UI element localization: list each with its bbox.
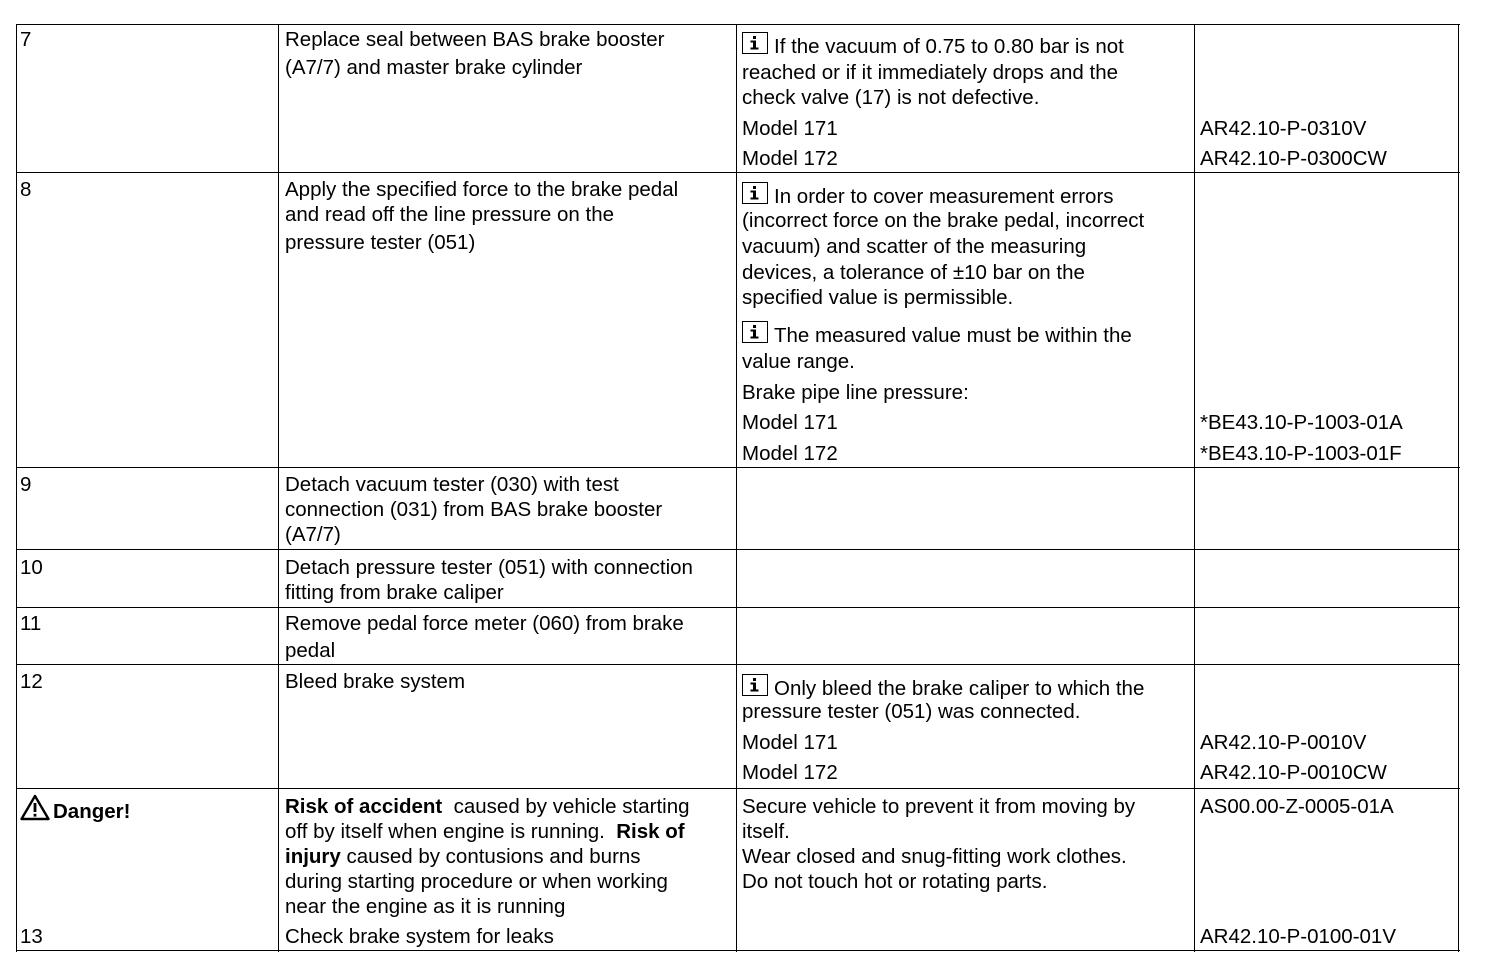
risk-text (285, 819, 685, 844)
info-note (742, 674, 1144, 701)
step-number: 8 (20, 178, 32, 201)
action-text: (A7/7) and master brake cylinder (285, 56, 583, 79)
column-divider (736, 24, 737, 952)
step-number: 12 (20, 670, 43, 693)
document-reference: *BE43.10-P-1003-01F (1200, 442, 1402, 465)
row-divider (16, 467, 1460, 468)
safety-measure: Secure vehicle to prevent it from moving by (742, 795, 1136, 818)
danger-label: Danger! (53, 800, 131, 823)
info-note-text: pressure tester (051) was connected. (742, 700, 1081, 723)
table-border-bottom (16, 950, 1460, 951)
info-note-text: The measured value must be within the (774, 324, 1132, 347)
info-note-text: In order to cover measurement errors (774, 185, 1114, 208)
action-text: (A7/7) (285, 523, 341, 546)
document-reference: AR42.10-P-0010CW (1200, 761, 1387, 784)
model-label: Model 172 (742, 147, 838, 170)
document-reference: AR42.10-P-0010V (1200, 731, 1367, 754)
info-note (742, 32, 1124, 59)
safety-measure: Do not touch hot or rotating parts. (742, 870, 1048, 893)
risk-text (285, 844, 641, 869)
safety-measure: itself. (742, 820, 790, 843)
row-divider (16, 607, 1460, 608)
row-divider (16, 664, 1460, 665)
column-divider (278, 24, 279, 952)
info-note-text: If the vacuum of 0.75 to 0.80 bar is not (774, 35, 1124, 58)
warning-triangle-icon (20, 794, 50, 821)
info-note (742, 321, 1132, 348)
column-divider (1194, 24, 1195, 952)
risk-heading: Risk of accident (285, 795, 443, 818)
info-note-text: reached or if it immediately drops and the (742, 61, 1119, 84)
action-text: Remove pedal force meter (060) from brake (285, 612, 684, 635)
model-label: Model 172 (742, 442, 838, 465)
column-divider (1458, 24, 1459, 952)
action-text: Apply the specified force to the brake pedal (285, 178, 679, 201)
document-reference: *BE43.10-P-1003-01A (1200, 411, 1403, 434)
model-label: Model 172 (742, 761, 838, 784)
info-note-text: specified value is permissible. (742, 286, 1014, 309)
info-icon (742, 32, 768, 54)
action-text: connection (031) from BAS brake booster (285, 498, 663, 521)
action-text: Detach vacuum tester (030) with test (285, 473, 619, 496)
info-icon (742, 674, 768, 696)
row-divider (16, 172, 1460, 173)
info-note-text: value range. (742, 350, 855, 373)
row-divider (16, 549, 1460, 550)
model-label: Model 171 (742, 117, 838, 140)
action-text: Detach pressure tester (051) with connection (285, 556, 693, 579)
risk-heading: injury (285, 845, 341, 868)
step-number: 13 (20, 925, 43, 948)
step-number: 10 (20, 556, 43, 579)
info-note-text: vacuum) and scatter of the measuring (742, 235, 1087, 258)
risk-text: near the engine as it is running (285, 895, 566, 918)
step-number: 11 (20, 612, 42, 635)
table-border-top (16, 24, 1460, 25)
procedure-table (16, 24, 1460, 952)
action-text: fitting from brake caliper (285, 581, 504, 604)
action-text: and read off the line pressure on the (285, 203, 614, 226)
pressure-label: Brake pipe line pressure: (742, 381, 969, 404)
row-divider (16, 788, 1460, 789)
info-icon (742, 321, 768, 343)
risk-text-part: caused by contusions and burns (340, 845, 641, 868)
info-note (742, 182, 1114, 209)
safety-measure: Wear closed and snug-fitting work clothes. (742, 845, 1127, 868)
info-note-text: devices, a tolerance of ±10 bar on the (742, 261, 1085, 284)
model-label: Model 171 (742, 731, 838, 754)
danger-label-group (20, 794, 130, 824)
document-reference: AR42.10-P-0300CW (1200, 147, 1387, 170)
risk-heading: Risk of (616, 820, 685, 843)
risk-text-part: caused by vehicle starting (442, 795, 690, 818)
info-icon (742, 182, 768, 204)
info-note-text: Only bleed the brake caliper to which the (774, 677, 1145, 700)
risk-text-part: off by itself when engine is running. (285, 820, 617, 843)
step-number: 7 (20, 28, 32, 51)
action-text: Replace seal between BAS brake booster (285, 28, 665, 51)
action-text: Check brake system for leaks (285, 925, 554, 948)
column-divider (16, 24, 17, 952)
info-note-text: (incorrect force on the brake pedal, incorrect (742, 209, 1145, 232)
action-text: Bleed brake system (285, 670, 466, 693)
document-reference: AR42.10-P-0310V (1200, 117, 1367, 140)
action-text: pressure tester (051) (285, 231, 476, 254)
document-reference: AS00.00-Z-0005-01A (1200, 795, 1394, 818)
step-number: 9 (20, 473, 32, 496)
risk-text (285, 794, 690, 819)
document-reference: AR42.10-P-0100-01V (1200, 925, 1397, 948)
action-text: pedal (285, 639, 336, 662)
risk-text: during starting procedure or when working (285, 870, 668, 893)
info-note-text: check valve (17) is not defective. (742, 86, 1040, 109)
model-label: Model 171 (742, 411, 838, 434)
